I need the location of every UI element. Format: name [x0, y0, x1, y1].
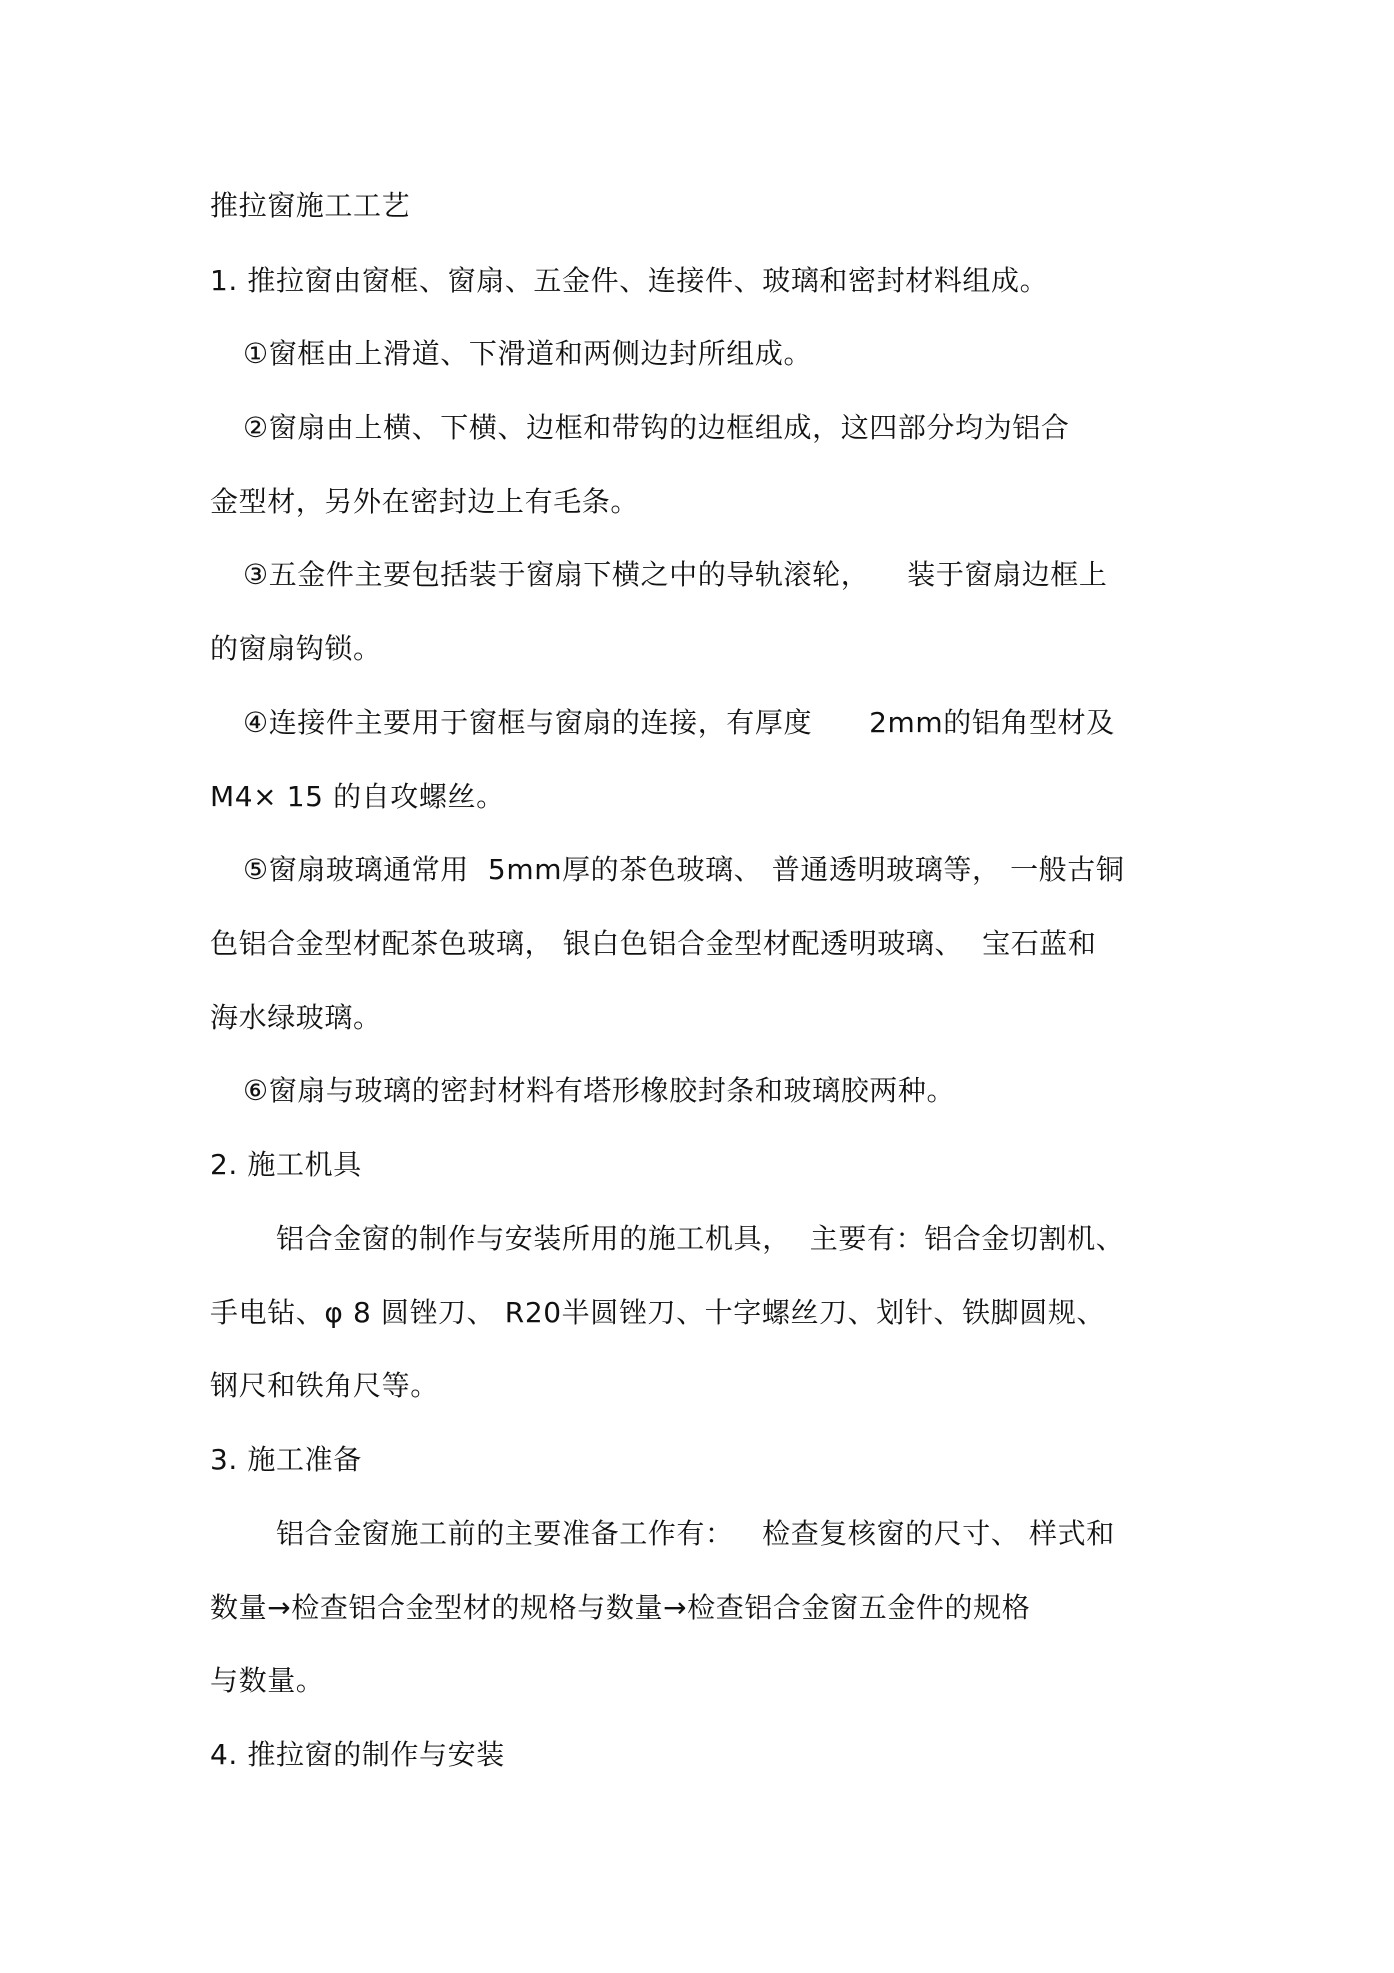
section-2-text-line-3: 钢尺和铁角尺等。 [210, 1369, 439, 1402]
item-6-text: ⑥窗扇与玻璃的密封材料有塔形橡胶封条和玻璃胶两种。 [243, 1074, 956, 1107]
section-1-heading: 1. 推拉窗由窗框、窗扇、五金件、连接件、玻璃和密封材料组成。 [210, 264, 1049, 297]
item-5-text-line-3: 海水绿玻璃。 [210, 1001, 382, 1034]
section-2-text-line-2: 手电钻、φ 8 圆锉刀、 R20半圆锉刀、十字螺丝刀、划针、铁脚圆规、 [210, 1296, 1106, 1329]
item-2-text-line-2: 金型材，另外在密封边上有毛条。 [210, 485, 640, 518]
item-1-text: ①窗框由上滑道、下滑道和两侧边封所组成。 [243, 337, 813, 370]
item-4-text-line-1: ④连接件主要用于窗框与窗扇的连接，有厚度 2mm的铝角型材及 [243, 706, 1115, 739]
section-3-heading: 3. 施工准备 [210, 1443, 362, 1476]
item-3-text-line-2: 的窗扇钩锁。 [210, 632, 382, 665]
item-4-text-line-2: M4× 15 的自攻螺丝。 [210, 780, 505, 813]
section-2-heading: 2. 施工机具 [210, 1148, 362, 1181]
section-4-heading: 4. 推拉窗的制作与安装 [210, 1738, 505, 1771]
item-5-text-line-1: ⑤窗扇玻璃通常用 5mm厚的茶色玻璃、 普通透明玻璃等， 一般古铜 [243, 853, 1125, 886]
document-title: 推拉窗施工工艺 [210, 189, 411, 222]
section-2-text-line-1: 铝合金窗的制作与安装所用的施工机具， 主要有：铝合金切割机、 [276, 1222, 1125, 1255]
section-3-text-line-2: 数量→检查铝合金型材的规格与数量→检查铝合金窗五金件的规格 [210, 1591, 1031, 1624]
section-3-text-line-3: 与数量。 [210, 1664, 325, 1697]
item-2-text-line-1: ②窗扇由上横、下横、边框和带钩的边框组成，这四部分均为铝合 [243, 411, 1070, 444]
section-3-text-line-1: 铝合金窗施工前的主要准备工作有： 检查复核窗的尺寸、 样式和 [276, 1517, 1115, 1550]
item-3-text-line-1: ③五金件主要包括装于窗扇下横之中的导轨滚轮， 装于窗扇边框上 [243, 558, 1108, 591]
item-5-text-line-2: 色铝合金型材配茶色玻璃， 银白色铝合金型材配透明玻璃、 宝石蓝和 [210, 927, 1097, 960]
